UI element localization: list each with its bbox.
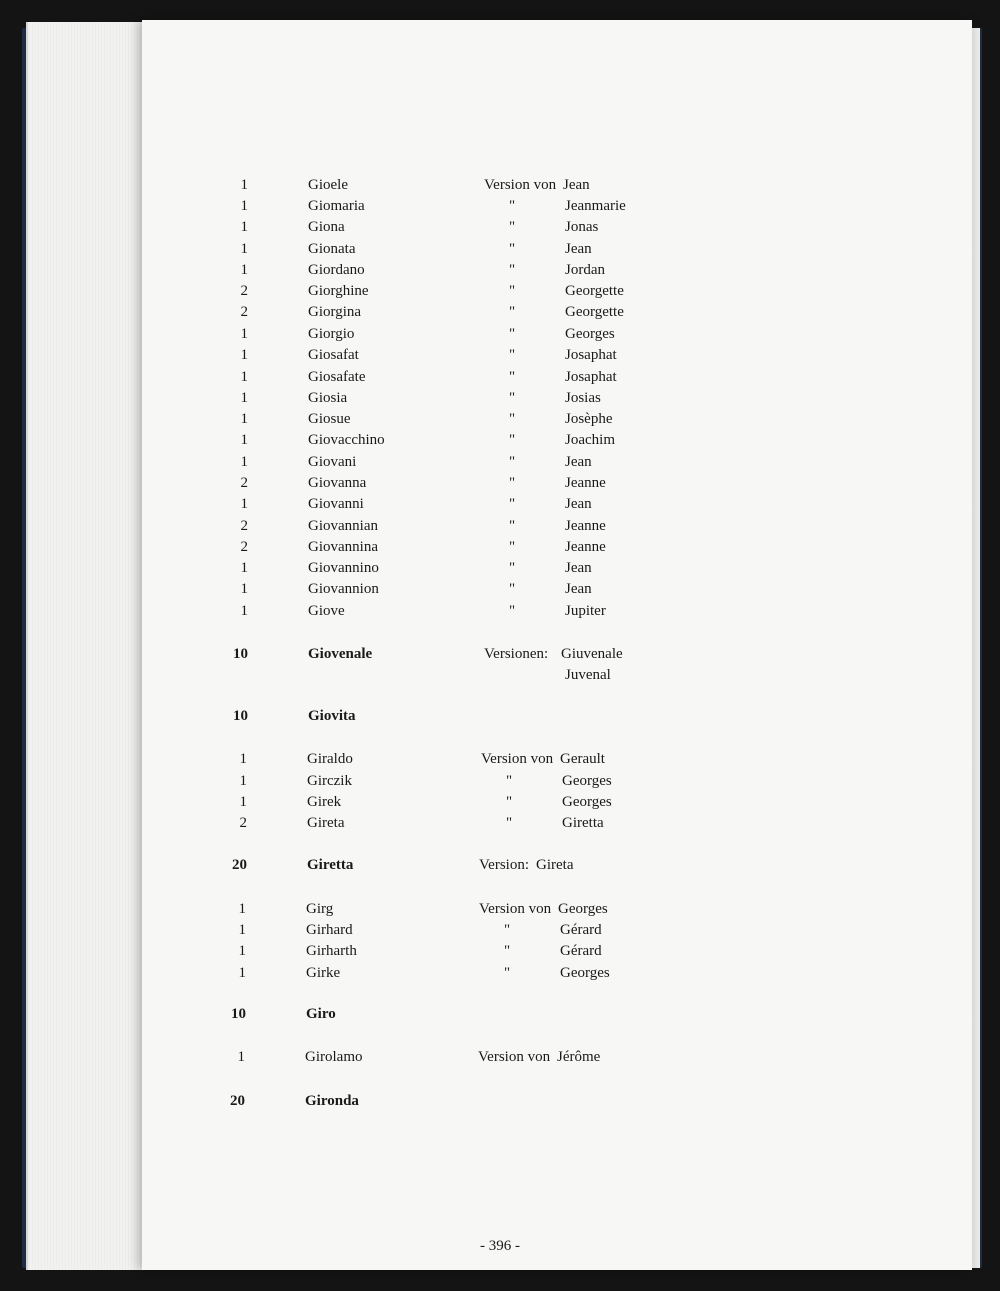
entry-target-name: Gérard bbox=[560, 922, 602, 938]
entry-name: Giosue bbox=[308, 411, 351, 427]
entry-name: Giona bbox=[308, 219, 345, 235]
entry-name: Gioele bbox=[308, 177, 348, 193]
ditto-mark: " bbox=[508, 304, 516, 320]
ditto-mark: " bbox=[508, 262, 516, 278]
entry-count: 1 bbox=[239, 773, 247, 789]
entry-target-name: Georges bbox=[560, 965, 610, 981]
entry-name: Giorghine bbox=[308, 283, 369, 299]
entry-target-name: Georges bbox=[562, 773, 612, 789]
entry-target-name: Jordan bbox=[565, 262, 605, 278]
entry-count: 1 bbox=[240, 560, 248, 576]
ditto-mark: " bbox=[508, 432, 516, 448]
entry-target-name: Georgette bbox=[565, 304, 624, 320]
entry-target-name: Jeanne bbox=[565, 475, 606, 491]
list-entry bbox=[0, 536, 1000, 558]
entry-target-name: Jeanne bbox=[565, 518, 606, 534]
list-entry bbox=[0, 216, 1000, 238]
ditto-mark: " bbox=[505, 794, 513, 810]
entry-count: 2 bbox=[240, 475, 248, 491]
entry-count: 1 bbox=[240, 390, 248, 406]
entry-count: 2 bbox=[240, 539, 248, 555]
entry-target-name: Jean bbox=[565, 581, 592, 597]
list-entry bbox=[0, 493, 1000, 515]
ditto-mark: " bbox=[508, 539, 516, 555]
entry-version-label: Versionen: bbox=[484, 646, 549, 662]
list-entry bbox=[0, 323, 1000, 345]
list-entry bbox=[0, 791, 1000, 813]
entry-version-label: Version: bbox=[479, 857, 529, 873]
entry-name: Gionata bbox=[308, 241, 356, 257]
list-entry bbox=[0, 195, 1000, 217]
entry-name: Giosafate bbox=[308, 369, 366, 385]
list-entry bbox=[0, 557, 1000, 579]
list-entry bbox=[0, 515, 1000, 537]
entry-name: Girg bbox=[306, 901, 334, 917]
entry-count: 10 bbox=[231, 1006, 246, 1022]
entry-name: Giovita bbox=[308, 708, 356, 724]
entry-count: 10 bbox=[233, 646, 248, 662]
list-entry bbox=[0, 854, 1000, 876]
entry-name: Giro bbox=[306, 1006, 336, 1022]
list-entry bbox=[0, 238, 1000, 260]
list-entry bbox=[0, 472, 1000, 494]
entry-target-name: Josias bbox=[565, 390, 601, 406]
list-entry bbox=[0, 408, 1000, 430]
ditto-mark: " bbox=[503, 943, 511, 959]
entry-name: Giovenale bbox=[308, 646, 373, 662]
entry-count: 20 bbox=[230, 1093, 245, 1109]
entry-name: Giorgio bbox=[308, 326, 355, 342]
entry-count: 10 bbox=[233, 708, 248, 724]
list-entry bbox=[0, 1003, 1000, 1025]
entry-target-name: Gerault bbox=[560, 751, 605, 767]
entry-target-name: Jérôme bbox=[557, 1049, 601, 1065]
entry-count: 1 bbox=[239, 751, 247, 767]
list-entry bbox=[0, 748, 1000, 770]
ditto-mark: " bbox=[508, 603, 516, 619]
list-entry bbox=[0, 429, 1000, 451]
ditto-mark: " bbox=[508, 411, 516, 427]
entry-target-name: Georges bbox=[565, 326, 615, 342]
list-entry bbox=[0, 1090, 1000, 1112]
page-number: - 396 - bbox=[480, 1238, 520, 1254]
ditto-mark: " bbox=[505, 815, 513, 831]
entry-name: Girke bbox=[306, 965, 341, 981]
entry-name: Giovannina bbox=[308, 539, 378, 555]
entry-count: 1 bbox=[240, 581, 248, 597]
entry-target-name: Juvenal bbox=[565, 667, 611, 683]
entry-target-name: Jeanne bbox=[565, 539, 606, 555]
entry-version-label: Version von bbox=[484, 177, 557, 193]
entry-target-name: Jean bbox=[565, 454, 592, 470]
ditto-mark: " bbox=[508, 369, 516, 385]
list-entry bbox=[0, 387, 1000, 409]
entry-target-name: Jean bbox=[565, 241, 592, 257]
list-entry bbox=[0, 280, 1000, 302]
entry-target-name: Giuvenale bbox=[561, 646, 623, 662]
ditto-mark: " bbox=[508, 347, 516, 363]
ditto-mark: " bbox=[508, 475, 516, 491]
list-entry bbox=[0, 451, 1000, 473]
entry-name: Giovanna bbox=[308, 475, 367, 491]
entry-count: 2 bbox=[240, 304, 248, 320]
entry-target-name: Georgette bbox=[565, 283, 624, 299]
entry-count: 1 bbox=[240, 219, 248, 235]
entry-name: Giovani bbox=[308, 454, 357, 470]
entry-name: Giraldo bbox=[307, 751, 353, 767]
ditto-mark: " bbox=[503, 965, 511, 981]
list-entry bbox=[0, 344, 1000, 366]
entry-name: Giovanni bbox=[308, 496, 364, 512]
entry-count: 1 bbox=[240, 326, 248, 342]
list-entry bbox=[0, 600, 1000, 622]
entry-count: 1 bbox=[240, 241, 248, 257]
list-entry bbox=[0, 705, 1000, 727]
ditto-mark: " bbox=[508, 241, 516, 257]
entry-target-name: Jean bbox=[565, 496, 592, 512]
entry-name: Giovannion bbox=[308, 581, 379, 597]
ditto-mark: " bbox=[508, 326, 516, 342]
entry-target-name: Georges bbox=[562, 794, 612, 810]
entry-name: Giove bbox=[308, 603, 345, 619]
entry-count: 2 bbox=[240, 283, 248, 299]
list-entry bbox=[0, 643, 1000, 665]
entry-name: Giovannino bbox=[308, 560, 379, 576]
entry-count: 1 bbox=[238, 901, 246, 917]
list-entry bbox=[0, 962, 1000, 984]
ditto-mark: " bbox=[508, 581, 516, 597]
list-entry bbox=[0, 174, 1000, 196]
ditto-mark: " bbox=[508, 219, 516, 235]
list-entry bbox=[0, 578, 1000, 600]
entry-target-name: Joachim bbox=[565, 432, 615, 448]
entry-target-name: Josèphe bbox=[565, 411, 613, 427]
entry-target-name: Jean bbox=[563, 177, 590, 193]
ditto-mark: " bbox=[508, 390, 516, 406]
entry-name: Girek bbox=[307, 794, 342, 810]
entry-target-name: Georges bbox=[558, 901, 608, 917]
entry-name: Giomaria bbox=[308, 198, 365, 214]
list-entry bbox=[0, 940, 1000, 962]
ditto-mark: " bbox=[508, 496, 516, 512]
entry-count: 1 bbox=[239, 794, 247, 810]
entry-name: Girolamo bbox=[305, 1049, 363, 1065]
entry-target-name: Gérard bbox=[560, 943, 602, 959]
entry-name: Girhard bbox=[306, 922, 353, 938]
ditto-mark: " bbox=[508, 283, 516, 299]
entry-name: Gironda bbox=[305, 1093, 359, 1109]
entry-count: 1 bbox=[240, 262, 248, 278]
ditto-mark: " bbox=[508, 198, 516, 214]
list-entry bbox=[0, 898, 1000, 920]
entry-name: Girharth bbox=[306, 943, 357, 959]
list-entry bbox=[0, 259, 1000, 281]
entry-count: 1 bbox=[240, 177, 248, 193]
entry-count: 1 bbox=[240, 411, 248, 427]
ditto-mark: " bbox=[508, 518, 516, 534]
entry-target-name: Josaphat bbox=[565, 369, 617, 385]
list-entry bbox=[0, 664, 1000, 686]
entry-name: Giretta bbox=[307, 857, 354, 873]
entry-version-label: Version von bbox=[478, 1049, 551, 1065]
entry-target-name: Jeanmarie bbox=[565, 198, 626, 214]
ditto-mark: " bbox=[503, 922, 511, 938]
entry-count: 1 bbox=[238, 922, 246, 938]
entry-count: 1 bbox=[240, 198, 248, 214]
entry-version-label: Version von bbox=[481, 751, 554, 767]
ditto-mark: " bbox=[508, 560, 516, 576]
list-entry bbox=[0, 812, 1000, 834]
entry-count: 1 bbox=[238, 943, 246, 959]
entry-name: Giovacchino bbox=[308, 432, 385, 448]
entry-target-name: Jupiter bbox=[565, 603, 606, 619]
entry-count: 1 bbox=[240, 369, 248, 385]
entry-name: Giovannian bbox=[308, 518, 378, 534]
list-entry bbox=[0, 301, 1000, 323]
entry-count: 1 bbox=[240, 432, 248, 448]
list-entry bbox=[0, 366, 1000, 388]
entry-name: Giosafat bbox=[308, 347, 359, 363]
entry-count: 1 bbox=[240, 347, 248, 363]
entry-name: Giordano bbox=[308, 262, 365, 278]
entry-count: 1 bbox=[240, 496, 248, 512]
entry-count: 1 bbox=[240, 603, 248, 619]
ditto-mark: " bbox=[505, 773, 513, 789]
entry-name: Girczik bbox=[307, 773, 352, 789]
entry-count: 2 bbox=[240, 518, 248, 534]
entry-count: 20 bbox=[232, 857, 247, 873]
entry-target-name: Gireta bbox=[536, 857, 574, 873]
ditto-mark: " bbox=[508, 454, 516, 470]
entry-count: 2 bbox=[239, 815, 247, 831]
entry-target-name: Josaphat bbox=[565, 347, 617, 363]
list-entry bbox=[0, 1046, 1000, 1068]
entry-name: Giorgina bbox=[308, 304, 362, 320]
list-entry bbox=[0, 770, 1000, 792]
entry-count: 1 bbox=[237, 1049, 245, 1065]
list-entry bbox=[0, 919, 1000, 941]
entry-version-label: Version von bbox=[479, 901, 552, 917]
entry-target-name: Jean bbox=[565, 560, 592, 576]
entry-name: Gireta bbox=[307, 815, 345, 831]
entry-target-name: Giretta bbox=[562, 815, 604, 831]
entry-name: Giosia bbox=[308, 390, 348, 406]
entry-count: 1 bbox=[238, 965, 246, 981]
entry-count: 1 bbox=[240, 454, 248, 470]
entry-target-name: Jonas bbox=[565, 219, 599, 235]
